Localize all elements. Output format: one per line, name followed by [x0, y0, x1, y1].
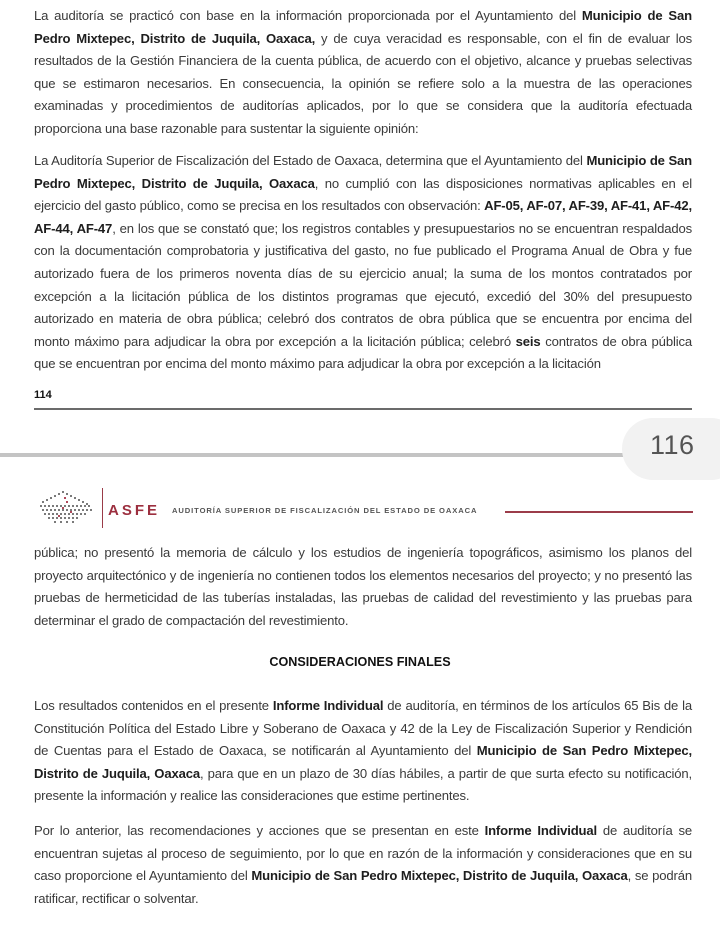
- paragraph-follow-up: [34, 820, 692, 910]
- text: y de cuya veracidad es responsable, con el fin de evaluar los resultados de la Gestión Financiera de la cuenta pública, de acuerdo con el objetivo, alcance y pruebas selectivas que se estimaron necesarios. En consecuencia, la opinión se refiere solo a la muestra de las operaciones examinadas y procedimientos de auditorías aplicados, por lo que se considera que la auditoría efectuada proporciona una base razonable para sustentar la siguiente opinión:: [34, 30, 692, 136]
- report-name: Informe Individual: [272, 698, 384, 713]
- text: La auditoría se practicó con base en la información proporcionada por el Ayuntamiento del: [34, 8, 582, 23]
- paragraph-audit-basis: [34, 5, 692, 141]
- report-name: Informe Individual: [484, 823, 598, 838]
- text: , para que en un plazo de 30 días hábiles, a partir de que surta efecto su notificación, presente la información y realice las consideraciones que estime pertinentes.: [34, 765, 692, 804]
- page-indicator: 116: [650, 430, 695, 460]
- oaxaca-map-logo-icon: [36, 487, 98, 529]
- municipality-name: Municipio de San Pedro Mixtepec, Distrito de Juquila, Oaxaca: [34, 153, 693, 191]
- text: contratos de obra pública que se encuentran por encima del monto máximo para adjudicar la obra por excepción a la licitación: [34, 333, 692, 372]
- observation-codes: AF-05, AF-07, AF-39, AF-41, AF-42, AF-44, AF-47: [34, 198, 692, 236]
- text: , en los que se constató que; los registros contables y presupuestarios no se encuentran respaldados con la documentación comprobatoria y justificativa del gasto, no fue publicado el Programa Anual de Obra y fue autorizado fuera de los primeros noventa días de su ejercicio anual; la suma de los montos contratados por excepción a la licitación pública de los distintos programas que ejecutó, excedió del 30% del presupuesto autorizado en materia de obra pública; celebró dos contratos de obra pública que se encuentra por encima del monto máximo para adjudicar la obra por excepción a la licitación pública; celebró: [34, 220, 692, 349]
- logo-separator: [102, 488, 103, 528]
- text: La Auditoría Superior de Fiscalización del Estado de Oaxaca, determina que el Ayuntamiento del: [34, 153, 587, 168]
- institution-name: AUDITORÍA SUPERIOR DE FISCALIZACIÓN DEL ESTADO DE OAXACA: [172, 506, 478, 515]
- footer-divider: [34, 408, 692, 410]
- municipality-name: Municipio de San Pedro Mixtepec, Distrito de Juquila, Oaxaca: [251, 868, 628, 884]
- paragraph-continuation: pública; no presentó la memoria de cálculo y los estudios de ingeniería topográficos, asimismo los planos del proyecto arquitectónico y de ingeniería no contienen todos los elementos necesarios del proyecto; y no presentó las pruebas de hermeticidad de las tuberías instaladas, las pruebas de calidad del revestimiento y las pruebas para determinar el grado de compactación del revestimiento.: [34, 545, 692, 628]
- paragraph-final-considerations: [34, 695, 692, 808]
- text: , se podrán ratificar, rectificar o solventar.: [34, 868, 692, 906]
- asfe-acronym-logo: ASFE: [108, 502, 161, 519]
- page-footer-number: 114: [34, 389, 52, 401]
- section-title: CONSIDERACIONES FINALES: [269, 655, 451, 669]
- text: , no cumplió con las disposiciones normativas aplicables en el ejercicio del gasto público, como se precisa en los resultados con observación:: [34, 175, 692, 214]
- text: Por lo anterior, las recomendaciones y acciones que se presentan en este: [34, 823, 485, 838]
- paragraph-opinion: [34, 150, 692, 376]
- contract-count: seis: [515, 333, 541, 349]
- municipality-name: Municipio de San Pedro Mixtepec, Distrito de Juquila, Oaxaca: [34, 743, 692, 781]
- header-divider: [505, 511, 693, 513]
- text: de auditoría se encuentran sujetas al proceso de seguimiento, por lo que en razón de la información y consideraciones que en su caso proporcione el Ayuntamiento del: [34, 823, 692, 884]
- text: Los resultados contenidos en el presente: [34, 698, 273, 713]
- page-break-divider: [0, 453, 630, 457]
- municipality-name: Municipio de San Pedro Mixtepec, Distrito de Juquila, Oaxaca,: [34, 8, 692, 46]
- text: de auditoría, en términos de los artículos 65 Bis de la Constitución Política del Estado Libre y Soberano de Oaxaca y 42 de la Ley de Fiscalización Superior y Rendición de Cuentas para el Estado de Oaxaca, se notificarán al Ayuntamiento del: [34, 698, 692, 759]
